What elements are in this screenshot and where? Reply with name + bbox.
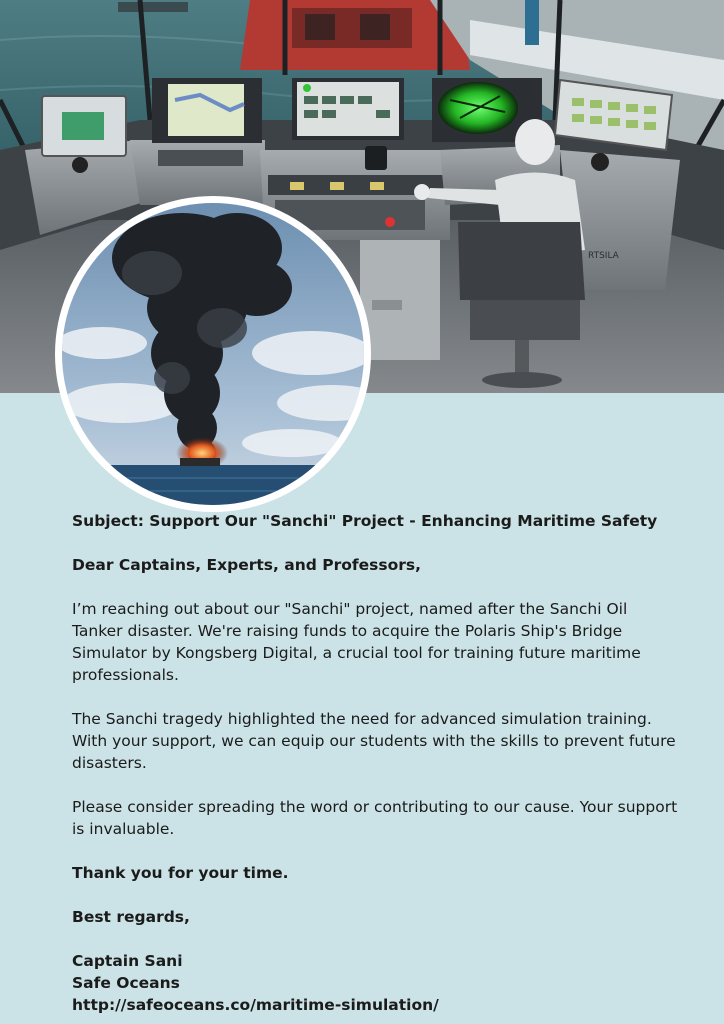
console-brand-label: RTSILA [588,251,619,261]
letter-closing: Best regards, [72,908,190,926]
letter-salutation: Dear Captains, Experts, and Professors, [72,556,422,574]
tanker-fire-photo [55,196,371,512]
signature-url-link[interactable]: http://safeoceans.co/maritime-simulation/ [72,996,439,1014]
letter-paragraph-1: I’m reaching out about our "Sanchi" project, named after the Sanchi Oil Tanker disaster. We're raising funds to acquire the Polaris Ship's Bridge Simulator by Kongsberg Digital, a crucial tool for training future maritime professionals. [72,600,641,684]
letter-paragraph-2: The Sanchi tragedy highlighted the need for advanced simulation training. With your support, we can equip our students with the skills to prevent future disasters. [72,710,676,772]
signature-name: Captain Sani [72,952,183,970]
letter-paragraph-3: Please consider spreading the word or contributing to our cause. Your support is invaluable. [72,798,678,838]
signature-org: Safe Oceans [72,974,180,992]
letter-body [72,510,682,1016]
letter-thanks: Thank you for your time. [72,864,289,882]
letter-subject: Subject: Support Our "Sanchi" Project - Enhancing Maritime Safety [72,512,658,530]
